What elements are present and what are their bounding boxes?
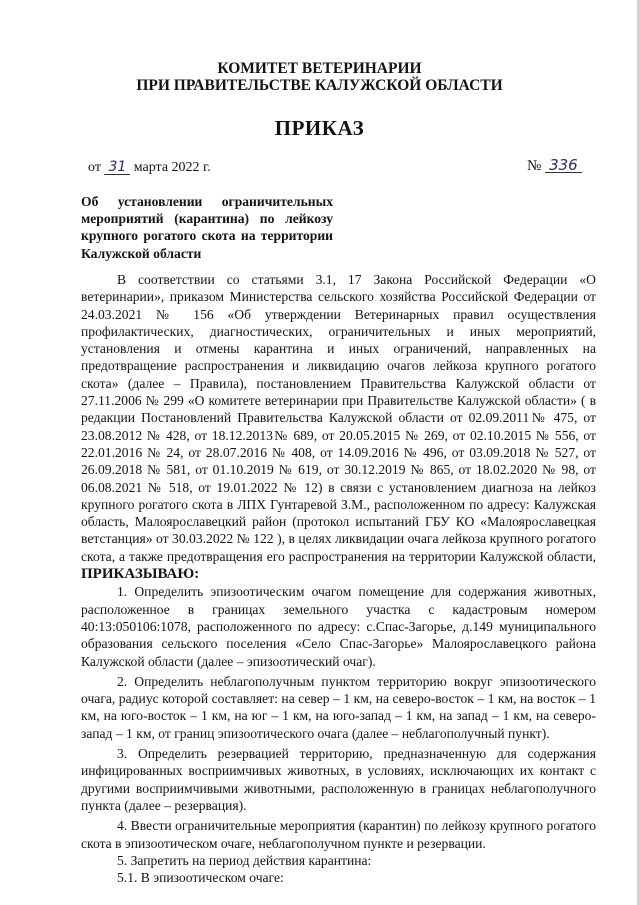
org-name-line-2: ПРИ ПРАВИТЕЛЬСТВЕ КАЛУЖСКОЙ ОБЛАСТИ bbox=[136, 77, 503, 94]
order-subject: Об установлении ограничительных мероприятий (карантина) по лейкозу крупного рогатого скота на территории Калужской области bbox=[81, 194, 333, 261]
item-1: 1. Определить эпизоотическим очагом помещение для содержания животных, расположенное в границах земельного участка с кадастровым номером 40:13:050106:1078, расположенного по адресу: с.Спас-Загорье, д.149 муниципального образования сельского поселения «Село Спас-Загорье» Малоярославецкого района Калужской области (далее – эпизоотический очаг). bbox=[81, 584, 596, 669]
item-3: 3. Определить резервацией территорию, предназначенную для содержания инфицированных восприимчивых животных, в условиях, исключающих их контакт с другими восприимчивыми животными, расположенную в границах неблагополучного пункта (далее – резервация). bbox=[81, 746, 596, 813]
document-header bbox=[0, 60, 639, 141]
order-number bbox=[527, 158, 582, 175]
date-prefix: от bbox=[88, 160, 101, 175]
item-5-1: 5.1. В эпизоотическом очаге: bbox=[117, 870, 284, 886]
document-title: ПРИКАЗ bbox=[274, 116, 365, 140]
order-body bbox=[81, 271, 596, 886]
order-date bbox=[88, 160, 211, 176]
date-day-handwritten: 31 bbox=[104, 160, 130, 175]
org-name-line-1: КОМИТЕТ ВЕТЕРИНАРИИ bbox=[217, 60, 422, 77]
order-word: ПРИКАЗЫВАЮ: bbox=[81, 566, 200, 583]
item-4: 4. Ввести ограничительные мероприятия (карантин) по лейкозу крупного рогатого скота в эпизоотическом очаге, неблагополучном пункте и резервации. bbox=[81, 818, 596, 851]
item-5: 5. Запретить на период действия карантина: bbox=[117, 852, 372, 868]
date-rest: марта 2022 г. bbox=[133, 160, 211, 175]
item-2: 2. Определить неблагополучным пунктом территорию вокруг эпизоотического очага, радиус которой составляет: на север – 1 км, на северо-восток – 1 км, на восток – 1 км, на юго-восток – 1 км, на юг – 1 км, на юго-запад – 1 км, на запад – 1 км, на северо-запад – 1 км, от границ эпизоотического очага (далее – неблагополучный пункт). bbox=[81, 673, 596, 741]
preamble-text: В соответствии со статьями 3.1, 17 Закона Российской Федерации «О ветеринарии», приказом Министерства сельского хозяйства Российской Федерации от 24.03.2021 № 156 «Об утверждении Ветеринарных правил осуществления профилактических, диагностических, ограничительных и иных мероприятий, установления и отмены карантина и иных ограничений, направленных на предотвращение распространения и ликвидацию очагов лейкоза крупного рогатого скота» (далее – Правила), постановлением Правительства Калужской области от 27.11.2006 № 299 «О комитете ветеринарии при Правительстве Калужской области» ( в редакции Постановлений Правительства Калужской области от 02.09.2011№ 475, от 23.08.2012 № 428, от 18.12.2013№ 689, от 20.05.2015 № 269, от 02.10.2015 № 556, от 22.01.2016 № 24, от 28.07.2016 № 408, от 14.09.2016 № 496, от 03.09.2018 № 527, от 26.09.2018 № 581, от 01.10.2019 № 619, от 30.12.2019 № 865, от 18.02.2020 № 98, от 06.08.2021 № 518, от 19.01.2022 № 12) в связи с установлением диагноза на лейкоз крупного рогатого скота в ЛПХ Гунтаревой З.М., расположенном по адресу: Калужская область, Малоярославецкий район (протокол испытаний ГБУ КО «Малоярославецкая ветстанция» от 30.03.2022 № 122 ), в целях ликвидации очага лейкоза крупного рогатого скота, а также предотвращения его распространения на территории Калужской области, bbox=[81, 272, 596, 564]
number-value-handwritten: 336 bbox=[545, 158, 582, 173]
preamble-paragraph bbox=[81, 271, 596, 583]
number-sign: № bbox=[527, 158, 542, 174]
